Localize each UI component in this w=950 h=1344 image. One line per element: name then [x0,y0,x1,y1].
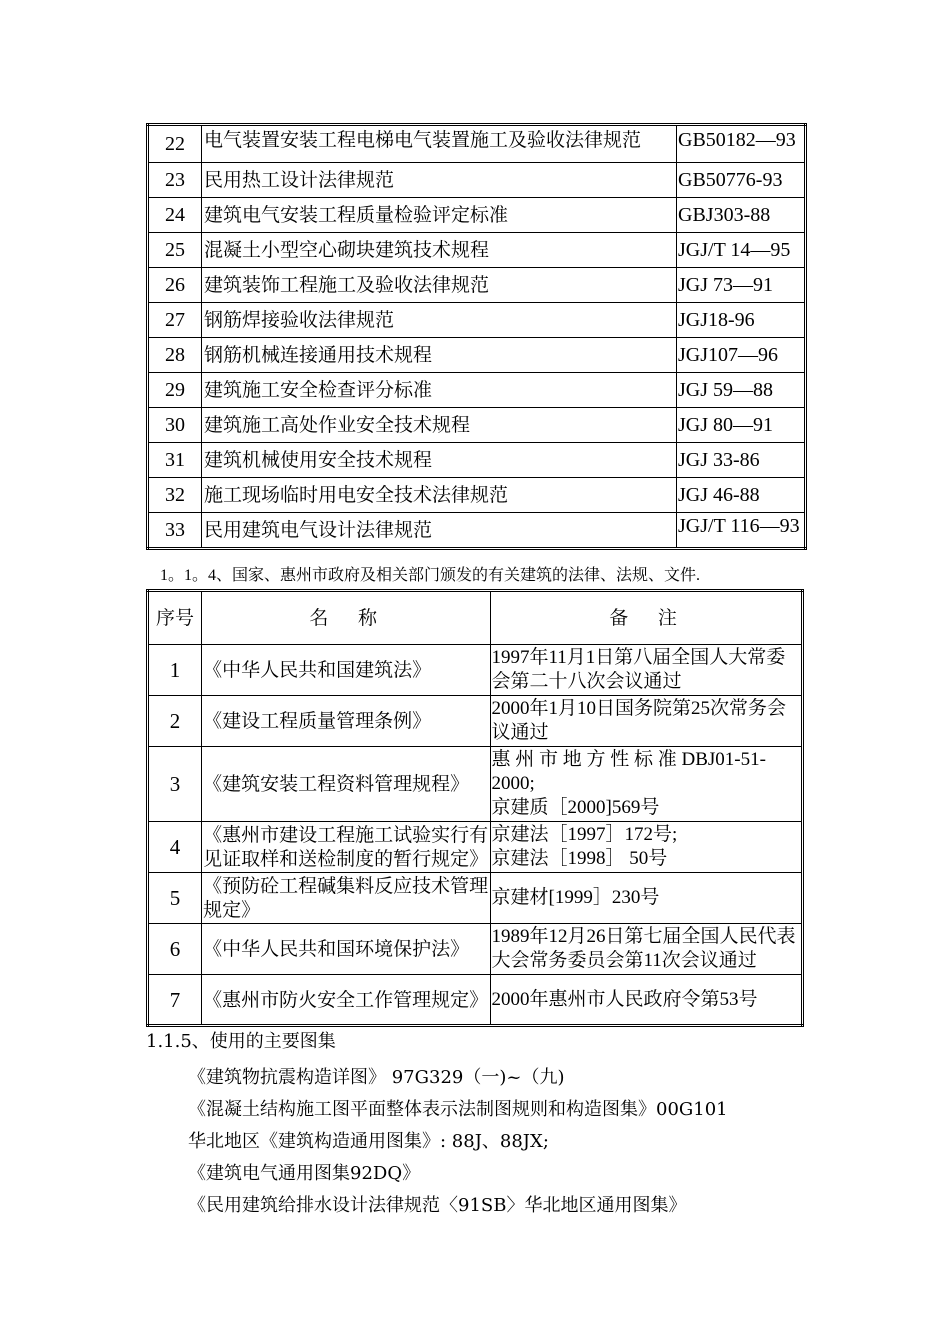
table-row [148,747,803,822]
table-row [148,513,806,549]
law-name: 《惠州市防火安全工作管理规定》 [202,975,490,1026]
table-row [148,822,803,873]
standard-name: 钢筋焊接验收法律规范 [202,303,677,338]
row-number: 5 [148,873,202,924]
law-name: 《建筑安装工程资料管理规程》 [202,747,490,822]
row-number: 33 [148,513,202,549]
standard-code: JGJ18-96 [677,303,806,338]
row-number: 27 [148,303,202,338]
table-row [148,303,806,338]
row-number: 6 [148,924,202,975]
law-note: 2000年1月10日国务院第25次常务会议通过 [490,696,802,747]
table-row [148,373,806,408]
law-name: 《中华人民共和国环境保护法》 [202,924,490,975]
law-note: 1997年11月1日第八届全国人大常委会第二十八次会议通过 [490,645,802,696]
standard-code: JGJ107—96 [677,338,806,373]
laws-caption: 1。1。4、国家、惠州市政府及相关部门颁发的有关建筑的法律、法规、文件. [160,567,701,584]
table-row [148,478,806,513]
table-row [148,696,803,747]
law-name: 《中华人民共和国建筑法》 [202,645,490,696]
standard-code: GB50182—93 [677,125,806,163]
standard-name: 钢筋机械连接通用技术规程 [202,338,677,373]
row-number: 30 [148,408,202,443]
standard-code: GB50776-93 [677,163,806,198]
law-note [490,822,802,873]
table-row [148,163,806,198]
law-name: 《预防砼工程碱集料反应技术管理规定》 [202,873,490,924]
atlas-item: 华北地区《建筑构造通用图集》: 88J、88JX; [188,1131,549,1152]
row-number: 24 [148,198,202,233]
standard-code: GBJ303-88 [677,198,806,233]
standard-name: 建筑装饰工程施工及验收法律规范 [202,268,677,303]
standard-code: JGJ 33-86 [677,443,806,478]
table-row [148,443,806,478]
standard-code: JGJ 46-88 [677,478,806,513]
standard-name: 电气装置安装工程电梯电气装置施工及验收法律规范 [202,125,677,163]
row-number: 7 [148,975,202,1026]
table-row [148,873,803,924]
row-number: 26 [148,268,202,303]
section-heading: 1.1.5、使用的主要图集 [146,1031,336,1052]
row-number: 25 [148,233,202,268]
standard-name: 建筑电气安装工程质量检验评定标准 [202,198,677,233]
law-name: 《惠州市建设工程施工试验实行有见证取样和送检制度的暂行规定》 [202,822,490,873]
table-row [148,338,806,373]
atlas-item: 《建筑物抗震构造详图》 97G329（一)~（九) [188,1067,565,1088]
standard-name: 民用热工设计法律规范 [202,163,677,198]
row-number: 3 [148,747,202,822]
table-header-row [148,591,803,645]
standard-code: JGJ 73—91 [677,268,806,303]
standard-code: JGJ 59—88 [677,373,806,408]
row-number: 29 [148,373,202,408]
row-number: 28 [148,338,202,373]
table-row [148,198,806,233]
table-row [148,975,803,1026]
atlas-item: 《混凝土结构施工图平面整体表示法制图规则和构造图集》00G101 [188,1099,728,1120]
law-note-line: 惠 州 市 地 方 性 标 准 DBJ01-51-2000; [491,749,766,794]
standard-name: 建筑施工安全检查评分标准 [202,373,677,408]
law-note-line: 京建法［1997］172号; [491,824,678,845]
standard-name: 民用建筑电气设计法律规范 [202,513,677,549]
row-number: 32 [148,478,202,513]
standard-code: JGJ 80—91 [677,408,806,443]
table-row [148,233,806,268]
law-note [490,747,802,822]
law-note: 京建材[1999］230号 [490,873,802,924]
standard-name: 施工现场临时用电安全技术法律规范 [202,478,677,513]
standard-name: 建筑施工高处作业安全技术规程 [202,408,677,443]
table-row [148,268,806,303]
law-note: 2000年惠州市人民政府令第53号 [490,975,802,1026]
row-number: 22 [148,125,202,163]
law-note: 1989年12月26日第七届全国人民代表大会常务委员会第11次会议通过 [490,924,802,975]
row-number: 4 [148,822,202,873]
header-no: 序号 [148,591,202,645]
header-note: 备 注 [490,591,802,645]
law-note-line: 京建法［1998］ 50号 [491,848,668,869]
table-row [148,125,806,163]
header-name: 名 称 [202,591,490,645]
atlas-item: 《民用建筑给排水设计法律规范〈91SB〉华北地区通用图集》 [188,1195,687,1216]
row-number: 31 [148,443,202,478]
atlas-item: 《建筑电气通用图集92DQ》 [188,1163,421,1184]
standards-table [146,123,807,550]
law-note-line: 京建质［2000]569号 [491,797,660,818]
law-name: 《建设工程质量管理条例》 [202,696,490,747]
standard-name: 混凝土小型空心砌块建筑技术规程 [202,233,677,268]
standard-name: 建筑机械使用安全技术规程 [202,443,677,478]
standard-code: JGJ/T 14—95 [677,233,806,268]
table-row [148,408,806,443]
row-number: 1 [148,645,202,696]
table-row [148,924,803,975]
laws-table [146,589,804,1027]
row-number: 23 [148,163,202,198]
standard-code: JGJ/T 116—93 [677,513,806,549]
row-number: 2 [148,696,202,747]
table-row [148,645,803,696]
